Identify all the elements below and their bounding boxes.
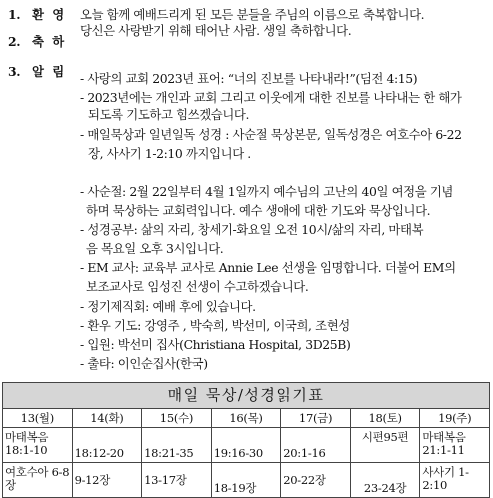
notice-line: - 성경공부: 삶의 자리, 창세기-화요일 오전 10시/삶의 자리, 마태복 xyxy=(80,222,424,237)
day-header: 16(목) xyxy=(211,409,281,428)
day-header: 15(수) xyxy=(142,409,212,428)
reading-cell: 20-22장 xyxy=(281,463,351,498)
welcome-text: 오늘 함께 예배드리게 된 모든 분들을 주님의 이름으로 축복합니다. xyxy=(80,7,425,22)
notice-line: - 사순절: 2월 22일부터 4월 1일까지 예수님의 고난의 40일 여정을 기념 xyxy=(80,184,453,199)
reading-cell: 20:1-16 xyxy=(281,428,351,463)
notice-line: 하며 묵상하는 교회력입니다. 예수 생애에 대한 기도와 묵상입니다. xyxy=(86,203,431,218)
notice-line: - 정기제직회: 예배 후에 있습니다. xyxy=(80,299,256,314)
reading-cell: 마태복음 21:1-11 xyxy=(420,428,490,463)
reading-cell: 19:16-30 xyxy=(211,428,281,463)
reading-cell: 18-19장 xyxy=(211,463,281,498)
notice-line: 보조교사로 임성진 선생이 수고하겠습니다. xyxy=(86,279,309,294)
birthday-text: 당신은 사랑받기 위해 태어난 사람. 생일 축하합니다. xyxy=(80,23,352,38)
notice-line: - EM 교사: 교육부 교사로 Annie Lee 선생을 임명합니다. 더불어 EM의 xyxy=(80,260,456,275)
notice-line: - 매일묵상과 일년일독 성경 : 사순절 묵상본문, 일독성경은 여호수아 6-22 xyxy=(80,127,462,142)
notice-line: 되도록 기도하고 힘쓰겠습니다. xyxy=(88,107,250,122)
section-number: 3. xyxy=(8,64,21,79)
notice-line: - 사랑의 교회 2023년 표어: “너의 진보를 나타내라!”(딤전 4:15) xyxy=(80,71,418,86)
reading-cell: 13-17장 xyxy=(142,463,212,498)
reading-cell: 23-24장 xyxy=(350,463,420,498)
day-header: 19(주) xyxy=(420,409,490,428)
reading-cell: 시편95편 xyxy=(350,428,420,463)
reading-cell: 마태복음 18:1-10 xyxy=(3,428,73,463)
day-header: 14(화) xyxy=(72,409,142,428)
reading-cell: 사사기 1-2:10 xyxy=(420,463,490,498)
notice-line: 음 목요일 오후 3시입니다. xyxy=(86,241,224,256)
section-number: 1. xyxy=(8,7,21,22)
day-header: 17(금) xyxy=(281,409,351,428)
section-title-notices: 알 림 xyxy=(32,64,67,79)
notice-line: - 환우 기도: 강영주 , 박숙희, 박선미, 이국희, 조현성 xyxy=(80,318,350,333)
day-header: 18(토) xyxy=(350,409,420,428)
notice-line: - 입원: 박선미 집사(Christiana Hospital, 3D25B) xyxy=(80,337,351,352)
section-title-welcome: 환 영 xyxy=(32,7,67,22)
section-number: 2. xyxy=(8,34,21,49)
section-title-birthday: 축 하 xyxy=(32,34,67,49)
day-header: 13(월) xyxy=(3,409,73,428)
reading-cell: 여호수아 6-8장 xyxy=(3,463,73,498)
notice-line: - 출타: 이인순집사(한국) xyxy=(80,356,208,371)
reading-cell: 18:21-35 xyxy=(142,428,212,463)
reading-cell: 9-12장 xyxy=(72,463,142,498)
notice-line: - 2023년에는 개인과 교회 그리고 이웃에게 대한 진보를 나타내는 한 해가 xyxy=(80,90,462,105)
table-row xyxy=(3,428,490,463)
notice-line: 장, 사사기 1-2:10 까지입니다 . xyxy=(88,146,251,161)
reading-cell: 18:12-20 xyxy=(72,428,142,463)
table-row xyxy=(3,463,490,498)
table-row xyxy=(3,409,490,428)
reading-table xyxy=(2,382,490,498)
table-title: 매일 묵상/성경읽기표 xyxy=(3,383,490,409)
